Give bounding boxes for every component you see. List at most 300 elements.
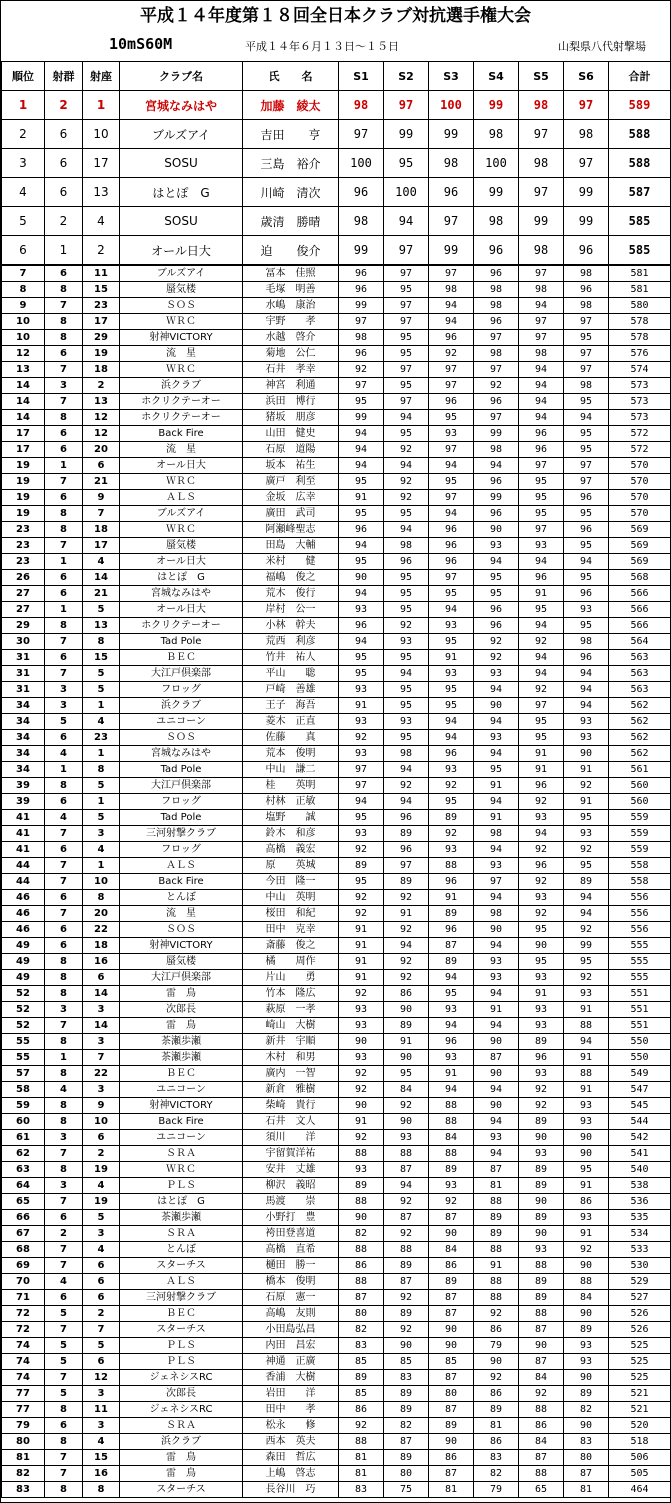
table-row — [2, 922, 671, 938]
cell-group: 1 — [45, 554, 83, 570]
cell-club: ホクリクテーオー — [120, 394, 243, 410]
cell-s3: 94 — [429, 602, 474, 618]
cell-club: 蜃気楼 — [120, 282, 243, 298]
cell-s2: 94 — [384, 794, 429, 810]
cell-s5: 94 — [519, 650, 564, 666]
cell-rank: 31 — [2, 666, 45, 682]
cell-s1: 92 — [339, 1130, 384, 1146]
cell-club: ＳＯＳ — [120, 298, 243, 314]
cell-s6: 95 — [564, 330, 609, 346]
cell-s3: 89 — [429, 906, 474, 922]
cell-s3: 94 — [429, 714, 474, 730]
cell-club: ＳＲＡ — [120, 1226, 243, 1242]
column-header-s5: S5 — [519, 62, 564, 91]
cell-s6: 88 — [564, 1066, 609, 1082]
cell-s6: 97 — [564, 91, 609, 120]
cell-club: ＡＬＳ — [120, 1274, 243, 1290]
cell-s5: 93 — [519, 538, 564, 554]
cell-s1: 91 — [339, 970, 384, 986]
column-header-name: 氏 名 — [243, 62, 339, 91]
cell-s5: 89 — [519, 1162, 564, 1178]
cell-name: 中山 英明 — [243, 890, 339, 906]
cell-s5: 88 — [519, 1306, 564, 1322]
cell-s1: 94 — [339, 586, 384, 602]
cell-total: 566 — [609, 618, 671, 634]
cell-lane: 3 — [83, 1002, 120, 1018]
cell-s2: 87 — [384, 1162, 429, 1178]
cell-lane: 15 — [83, 282, 120, 298]
cell-total: 538 — [609, 1178, 671, 1194]
cell-s1: 88 — [339, 1242, 384, 1258]
results-table — [1, 61, 671, 1498]
cell-s2: 92 — [384, 890, 429, 906]
cell-total: 580 — [609, 298, 671, 314]
cell-name: 橘 周作 — [243, 954, 339, 970]
cell-club: ＳＯＳ — [120, 730, 243, 746]
cell-s2: 88 — [384, 1146, 429, 1162]
cell-s5: 87 — [519, 1450, 564, 1466]
cell-lane: 23 — [83, 730, 120, 746]
cell-s4: 94 — [474, 746, 519, 762]
cell-lane: 4 — [83, 842, 120, 858]
cell-club: ユニコーン — [120, 1082, 243, 1098]
cell-s2: 88 — [384, 1242, 429, 1258]
cell-s5: 97 — [519, 265, 564, 282]
cell-s2: 95 — [384, 378, 429, 394]
cell-rank: 82 — [2, 1466, 45, 1482]
cell-total: 562 — [609, 698, 671, 714]
cell-name: 神宮 利通 — [243, 378, 339, 394]
cell-s1: 92 — [339, 1066, 384, 1082]
cell-s6: 95 — [564, 858, 609, 874]
cell-rank: 61 — [2, 1130, 45, 1146]
cell-total: 562 — [609, 714, 671, 730]
cell-s1: 88 — [339, 1146, 384, 1162]
cell-club: はとぽ G — [120, 1194, 243, 1210]
cell-s3: 99 — [429, 236, 474, 266]
cell-group: 6 — [45, 442, 83, 458]
table-row — [2, 490, 671, 506]
cell-name: 川崎 清次 — [243, 178, 339, 207]
cell-name: 松永 修 — [243, 1418, 339, 1434]
cell-s3: 87 — [429, 938, 474, 954]
cell-rank: 41 — [2, 826, 45, 842]
cell-lane: 17 — [83, 314, 120, 330]
cell-s5: 89 — [519, 1274, 564, 1290]
cell-s1: 98 — [339, 330, 384, 346]
cell-group: 7 — [45, 538, 83, 554]
cell-s2: 90 — [384, 1114, 429, 1130]
cell-s5: 96 — [519, 778, 564, 794]
cell-club: ＳＲＡ — [120, 1418, 243, 1434]
cell-s3: 97 — [429, 442, 474, 458]
cell-total: 573 — [609, 378, 671, 394]
cell-s6: 97 — [564, 346, 609, 362]
cell-s2: 94 — [384, 410, 429, 426]
cell-rank: 4 — [2, 178, 45, 207]
cell-club: 三河射撃クラブ — [120, 1290, 243, 1306]
cell-s3: 98 — [429, 282, 474, 298]
cell-s3: 90 — [429, 1434, 474, 1450]
cell-s4: 90 — [474, 522, 519, 538]
table-row — [2, 1274, 671, 1290]
cell-s1: 88 — [339, 1194, 384, 1210]
cell-s6: 96 — [564, 236, 609, 266]
cell-total: 569 — [609, 522, 671, 538]
cell-s1: 95 — [339, 666, 384, 682]
cell-club: 茶瀬歩瀬 — [120, 1034, 243, 1050]
cell-lane: 3 — [83, 1082, 120, 1098]
cell-s6: 97 — [564, 149, 609, 178]
cell-s5: 95 — [519, 954, 564, 970]
cell-rank: 52 — [2, 1002, 45, 1018]
cell-rank: 27 — [2, 602, 45, 618]
table-row — [2, 120, 671, 149]
cell-s2: 90 — [384, 1002, 429, 1018]
table-row — [2, 1146, 671, 1162]
cell-lane: 6 — [83, 1290, 120, 1306]
cell-lane: 20 — [83, 442, 120, 458]
cell-total: 566 — [609, 586, 671, 602]
cell-club: 蜃気楼 — [120, 954, 243, 970]
cell-rank: 67 — [2, 1226, 45, 1242]
cell-group: 7 — [45, 362, 83, 378]
cell-s2: 84 — [384, 1082, 429, 1098]
table-row — [2, 330, 671, 346]
cell-lane: 6 — [83, 970, 120, 986]
cell-s3: 84 — [429, 1242, 474, 1258]
cell-s5: 92 — [519, 906, 564, 922]
cell-s4: 97 — [474, 874, 519, 890]
cell-s6: 83 — [564, 1434, 609, 1450]
table-row — [2, 1098, 671, 1114]
cell-rank: 17 — [2, 426, 45, 442]
cell-s1: 90 — [339, 1098, 384, 1114]
cell-total: 559 — [609, 810, 671, 826]
cell-lane: 1 — [83, 858, 120, 874]
cell-s5: 95 — [519, 490, 564, 506]
cell-club: 浜クラブ — [120, 698, 243, 714]
cell-group: 7 — [45, 826, 83, 842]
cell-s4: 98 — [474, 906, 519, 922]
cell-s5: 93 — [519, 1146, 564, 1162]
cell-s4: 92 — [474, 1306, 519, 1322]
cell-name: 冨本 佳照 — [243, 265, 339, 282]
cell-s2: 96 — [384, 842, 429, 858]
cell-s3: 94 — [429, 314, 474, 330]
event-dates: 平成１４年６月１３日～１５日 — [245, 40, 399, 53]
cell-name: 荒木 俊行 — [243, 586, 339, 602]
page-title: 平成１４年度第１８回全日本クラブ対抗選手権大会 — [140, 6, 531, 26]
cell-s5: 91 — [519, 746, 564, 762]
cell-lane: 5 — [83, 666, 120, 682]
cell-name: 高橋 直希 — [243, 1242, 339, 1258]
table-row — [2, 426, 671, 442]
cell-s2: 92 — [384, 954, 429, 970]
cell-s6: 92 — [564, 842, 609, 858]
column-header-club: クラブ名 — [120, 62, 243, 91]
cell-name: 荒西 利彦 — [243, 634, 339, 650]
cell-s6: 90 — [564, 1146, 609, 1162]
cell-s2: 100 — [384, 178, 429, 207]
cell-club: 射神VICTORY — [120, 938, 243, 954]
cell-club: Tad Pole — [120, 634, 243, 650]
cell-s6: 91 — [564, 1178, 609, 1194]
cell-s5: 96 — [519, 858, 564, 874]
cell-lane: 3 — [83, 826, 120, 842]
cell-name: 竹本 隆広 — [243, 986, 339, 1002]
cell-group: 7 — [45, 1242, 83, 1258]
table-row — [2, 666, 671, 682]
cell-total: 506 — [609, 1450, 671, 1466]
cell-s6: 96 — [564, 282, 609, 298]
table-row — [2, 714, 671, 730]
cell-s3: 85 — [429, 1354, 474, 1370]
cell-total: 573 — [609, 394, 671, 410]
cell-s3: 92 — [429, 346, 474, 362]
cell-group: 8 — [45, 778, 83, 794]
cell-total: 587 — [609, 178, 671, 207]
cell-total: 556 — [609, 890, 671, 906]
cell-s6: 93 — [564, 826, 609, 842]
cell-name: 橋本 俊明 — [243, 1274, 339, 1290]
cell-s3: 87 — [429, 1402, 474, 1418]
cell-name: 高橋 義宏 — [243, 842, 339, 858]
cell-group: 3 — [45, 378, 83, 394]
cell-group: 6 — [45, 1418, 83, 1434]
cell-s5: 97 — [519, 698, 564, 714]
cell-lane: 23 — [83, 298, 120, 314]
cell-name: 柴崎 貴行 — [243, 1098, 339, 1114]
cell-group: 8 — [45, 506, 83, 522]
cell-club: 大江戸倶楽部 — [120, 666, 243, 682]
cell-name: 中山 謙二 — [243, 762, 339, 778]
table-row — [2, 346, 671, 362]
cell-s6: 82 — [564, 1402, 609, 1418]
cell-group: 4 — [45, 1274, 83, 1290]
cell-s2: 95 — [384, 149, 429, 178]
cell-lane: 16 — [83, 1466, 120, 1482]
cell-s3: 87 — [429, 1466, 474, 1482]
cell-s1: 83 — [339, 1338, 384, 1354]
table-row — [2, 794, 671, 810]
cell-lane: 4 — [83, 714, 120, 730]
cell-total: 535 — [609, 1210, 671, 1226]
cell-lane: 13 — [83, 618, 120, 634]
cell-s2: 95 — [384, 282, 429, 298]
cell-rank: 34 — [2, 714, 45, 730]
cell-name: 王子 海吾 — [243, 698, 339, 714]
cell-club: 大江戸倶楽部 — [120, 778, 243, 794]
cell-lane: 5 — [83, 1210, 120, 1226]
cell-rank: 49 — [2, 970, 45, 986]
cell-s3: 91 — [429, 650, 474, 666]
cell-rank: 63 — [2, 1162, 45, 1178]
table-row — [2, 858, 671, 874]
cell-total: 555 — [609, 970, 671, 986]
cell-s3: 92 — [429, 826, 474, 842]
cell-s2: 92 — [384, 490, 429, 506]
cell-s6: 98 — [564, 634, 609, 650]
cell-s3: 86 — [429, 1258, 474, 1274]
table-row — [2, 570, 671, 586]
cell-s2: 90 — [384, 1050, 429, 1066]
cell-club: オール日大 — [120, 554, 243, 570]
cell-s6: 91 — [564, 794, 609, 810]
event-name: 10mS60M — [109, 35, 173, 53]
cell-club: ＷＲＣ — [120, 522, 243, 538]
cell-lane: 5 — [83, 810, 120, 826]
cell-group: 7 — [45, 906, 83, 922]
cell-group: 6 — [45, 120, 83, 149]
cell-s3: 87 — [429, 1370, 474, 1386]
cell-name: 小田島弘昌 — [243, 1322, 339, 1338]
cell-s3: 95 — [429, 682, 474, 698]
cell-rank: 10 — [2, 314, 45, 330]
cell-name: 浜田 博行 — [243, 394, 339, 410]
cell-s4: 98 — [474, 282, 519, 298]
cell-s6: 93 — [564, 1114, 609, 1130]
cell-s2: 89 — [384, 1450, 429, 1466]
cell-name: 小野打 豊 — [243, 1210, 339, 1226]
cell-total: 559 — [609, 826, 671, 842]
cell-rank: 46 — [2, 906, 45, 922]
cell-s2: 97 — [384, 298, 429, 314]
cell-s4: 96 — [474, 265, 519, 282]
cell-s3: 93 — [429, 1178, 474, 1194]
cell-lane: 6 — [83, 1258, 120, 1274]
cell-club: オール日大 — [120, 602, 243, 618]
cell-rank: 34 — [2, 698, 45, 714]
cell-s1: 88 — [339, 1274, 384, 1290]
cell-name: 迫 俊介 — [243, 236, 339, 266]
cell-group: 4 — [45, 746, 83, 762]
cell-club: 雷 鳥 — [120, 1466, 243, 1482]
cell-s6: 97 — [564, 458, 609, 474]
cell-rank: 72 — [2, 1322, 45, 1338]
cell-rank: 77 — [2, 1402, 45, 1418]
cell-s4: 98 — [474, 207, 519, 236]
cell-s6: 95 — [564, 810, 609, 826]
cell-total: 578 — [609, 314, 671, 330]
cell-s5: 95 — [519, 730, 564, 746]
table-row — [2, 1402, 671, 1418]
cell-total: 540 — [609, 1162, 671, 1178]
cell-s3: 93 — [429, 1050, 474, 1066]
cell-group: 8 — [45, 970, 83, 986]
cell-s6: 93 — [564, 1098, 609, 1114]
table-row — [2, 618, 671, 634]
cell-name: 廣内 一智 — [243, 1066, 339, 1082]
cell-s2: 97 — [384, 362, 429, 378]
cell-club: ブルズアイ — [120, 506, 243, 522]
cell-s6: 89 — [564, 1322, 609, 1338]
table-row — [2, 1434, 671, 1450]
cell-rank: 41 — [2, 842, 45, 858]
cell-s1: 91 — [339, 922, 384, 938]
cell-s1: 96 — [339, 282, 384, 298]
cell-s3: 97 — [429, 265, 474, 282]
table-row — [2, 178, 671, 207]
cell-s2: 82 — [384, 1418, 429, 1434]
cell-club: ＳＲＡ — [120, 1146, 243, 1162]
table-row — [2, 762, 671, 778]
cell-total: 525 — [609, 1370, 671, 1386]
cell-s6: 84 — [564, 1290, 609, 1306]
cell-s2: 94 — [384, 458, 429, 474]
cell-name: 坂本 祐生 — [243, 458, 339, 474]
cell-lane: 8 — [83, 634, 120, 650]
table-row — [2, 1130, 671, 1146]
cell-s5: 89 — [519, 1290, 564, 1306]
cell-name: 田中 克幸 — [243, 922, 339, 938]
column-header-s2: S2 — [384, 62, 429, 91]
cell-lane: 4 — [83, 207, 120, 236]
cell-rank: 26 — [2, 570, 45, 586]
cell-name: 鈴木 和彦 — [243, 826, 339, 842]
cell-s2: 95 — [384, 602, 429, 618]
cell-s2: 95 — [384, 330, 429, 346]
cell-s4: 93 — [474, 954, 519, 970]
cell-s6: 99 — [564, 207, 609, 236]
cell-s2: 89 — [384, 1306, 429, 1322]
cell-s6: 97 — [564, 362, 609, 378]
table-row — [2, 810, 671, 826]
table-row — [2, 938, 671, 954]
cell-name: 原 英城 — [243, 858, 339, 874]
cell-lane: 18 — [83, 362, 120, 378]
cell-group: 7 — [45, 394, 83, 410]
cell-group: 2 — [45, 91, 83, 120]
table-row — [2, 986, 671, 1002]
cell-name: 田島 大輔 — [243, 538, 339, 554]
cell-group: 2 — [45, 1226, 83, 1242]
cell-group: 8 — [45, 1434, 83, 1450]
table-row — [2, 265, 671, 282]
cell-name: 宇野 孝 — [243, 314, 339, 330]
cell-s2: 95 — [384, 426, 429, 442]
cell-s3: 93 — [429, 426, 474, 442]
cell-s4: 91 — [474, 778, 519, 794]
cell-s2: 92 — [384, 778, 429, 794]
cell-s1: 86 — [339, 1258, 384, 1274]
cell-s4: 81 — [474, 1178, 519, 1194]
cell-club: ＷＲＣ — [120, 362, 243, 378]
cell-s5: 87 — [519, 1322, 564, 1338]
cell-s1: 83 — [339, 1482, 384, 1498]
cell-name: 神通 正廣 — [243, 1354, 339, 1370]
cell-s2: 96 — [384, 554, 429, 570]
cell-s4: 81 — [474, 1418, 519, 1434]
cell-club: ＡＬＳ — [120, 490, 243, 506]
cell-s5: 93 — [519, 970, 564, 986]
cell-s2: 94 — [384, 762, 429, 778]
cell-rank: 44 — [2, 874, 45, 890]
cell-total: 545 — [609, 1098, 671, 1114]
table-row — [2, 1178, 671, 1194]
cell-club: ＡＬＳ — [120, 858, 243, 874]
cell-s4: 95 — [474, 762, 519, 778]
cell-total: 570 — [609, 506, 671, 522]
cell-s4: 88 — [474, 1242, 519, 1258]
cell-s4: 91 — [474, 1002, 519, 1018]
cell-s5: 96 — [519, 1050, 564, 1066]
cell-rank: 71 — [2, 1290, 45, 1306]
cell-club: オール日大 — [120, 236, 243, 266]
cell-total: 544 — [609, 1114, 671, 1130]
cell-name: 今田 隆一 — [243, 874, 339, 890]
cell-s2: 89 — [384, 1386, 429, 1402]
